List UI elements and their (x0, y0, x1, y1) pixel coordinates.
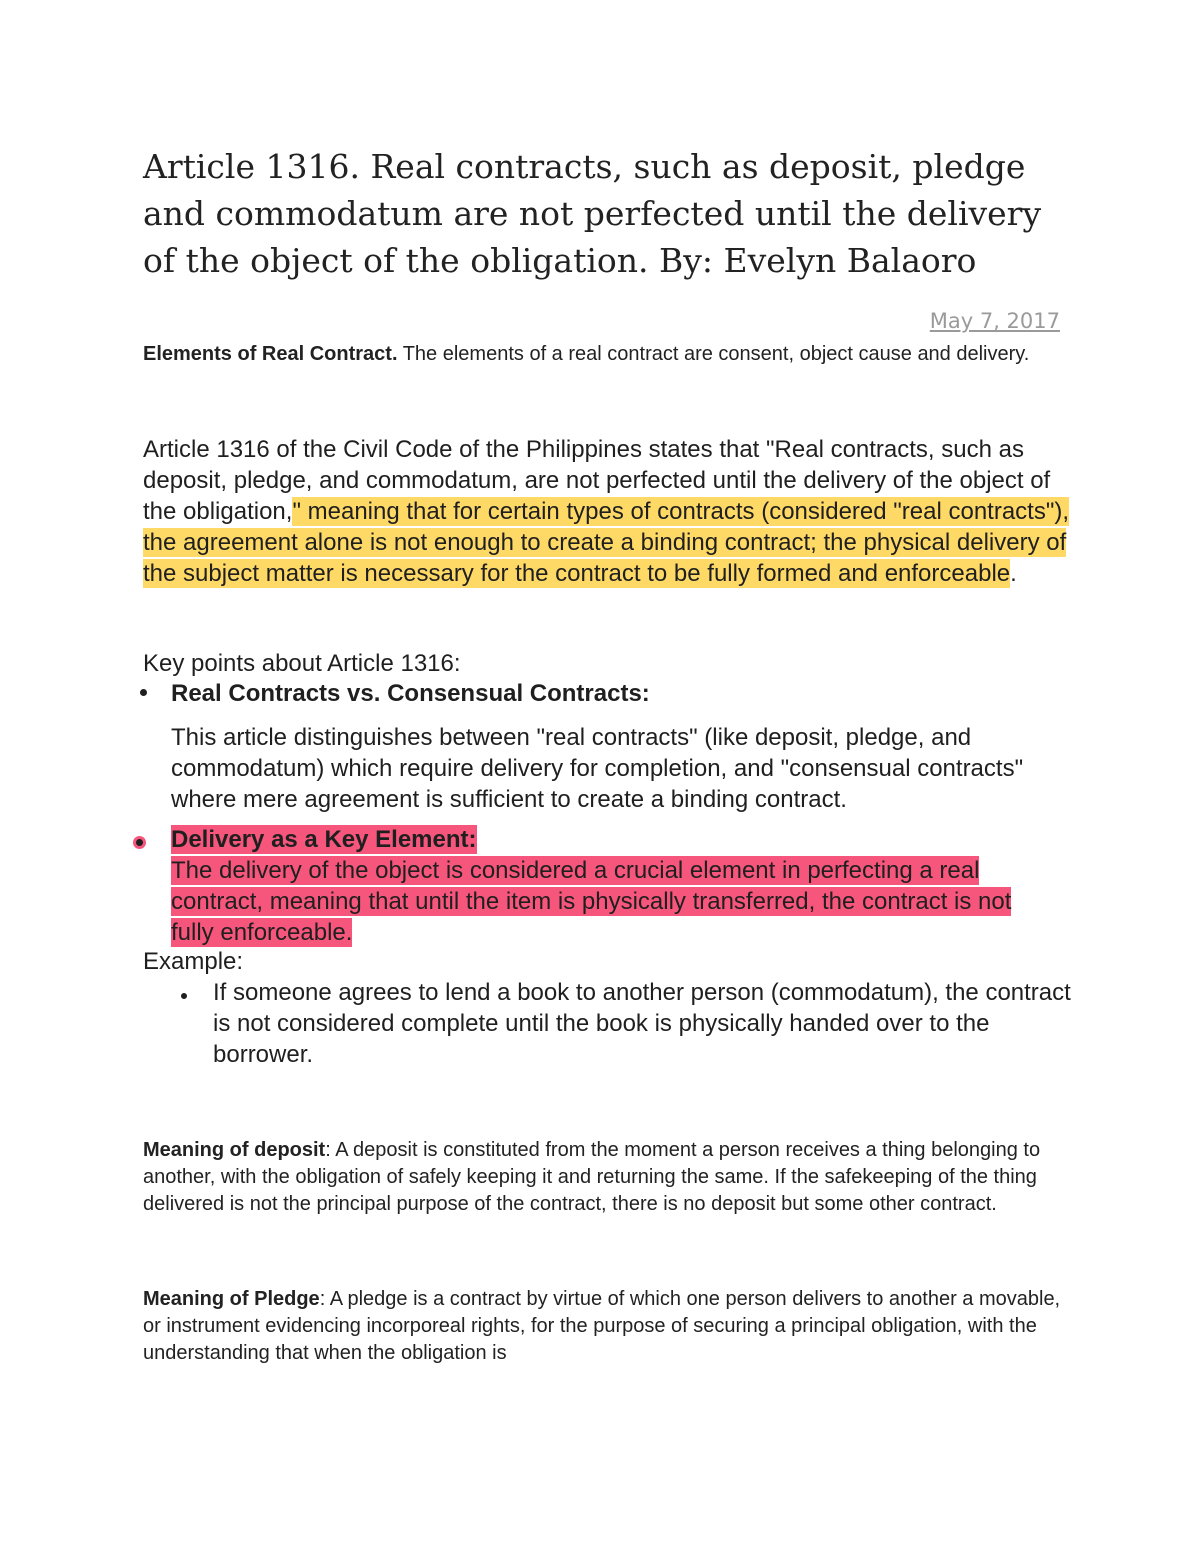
key-point-heading-text: Delivery as a Key Element: (171, 826, 477, 853)
bullet-icon (181, 993, 187, 999)
elements-label: Elements of Real Contract. (143, 343, 398, 365)
key-point-heading: Real Contracts vs. Consensual Contracts: (171, 680, 650, 707)
key-point-body-text: The delivery of the object is considered a crucial element in perfecting a real contract, meaning that until the item is physically transferred, the contract is not fully enforceable. (171, 857, 1012, 946)
elements-paragraph (143, 341, 1063, 368)
bullet-icon (136, 839, 143, 846)
key-point-heading (171, 824, 477, 855)
example-label: Example: (143, 948, 244, 975)
elements-text: The elements of a real contract are consent, object cause and delivery. (397, 343, 1030, 365)
main-paragraph (143, 434, 1073, 589)
deposit-paragraph (143, 1137, 1063, 1218)
article-title: Article 1316. Real contracts, such as deposit, pledge and commodatum are not perfected until the delivery of the object of the obligation. By: Evelyn Balaoro (143, 147, 1042, 280)
example-text: If someone agrees to lend a book to another person (commodatum), the contract is not considered complete until the book is physically handed over to the borrower. (213, 979, 1071, 1068)
key-point-body: This article distinguishes between "real contracts" (like deposit, pledge, and commodatum) which require delivery for completion, and "consensual contracts" where mere agreement is sufficient to create a binding contract. (171, 724, 1024, 813)
deposit-text: : A deposit is constituted from the moment a person receives a thing belonging to another, with the obligation of safely keeping it and returning the same. If the safekeeping of the thing delivered is not the principal purpose of the contract, there is no deposit but some other contract. (143, 1139, 1041, 1215)
key-point-body (171, 855, 1041, 948)
main-paragraph-plain: Article 1316 of the Civil Code of the Philippines states that "Real contracts, such as deposit, pledge, and commodatum, are not perfected until the delivery of the object of the obligation, (143, 436, 1051, 525)
deposit-label: Meaning of deposit (143, 1139, 326, 1161)
bullet-icon (140, 689, 147, 696)
pledge-text: : A pledge is a contract by virtue of which one person delivers to another a movable, or instrument evidencing incorporeal rights, for the purpose of securing a principal obligation, with the understanding that when the obligation is (143, 1288, 1061, 1364)
main-paragraph-end: . (1010, 560, 1017, 587)
main-paragraph-highlight: " meaning that for certain types of contracts (considered "real contracts"), the agreement alone is not enough to create a binding contract; the physical delivery of the subject matter is necessary for the contract to be fully formed and enforceable (143, 498, 1070, 587)
pledge-paragraph (143, 1286, 1063, 1367)
post-date-link[interactable]: May 7, 2017 (929, 309, 1060, 333)
pledge-label: Meaning of Pledge (143, 1288, 320, 1310)
key-points-label: Key points about Article 1316: (143, 650, 461, 677)
